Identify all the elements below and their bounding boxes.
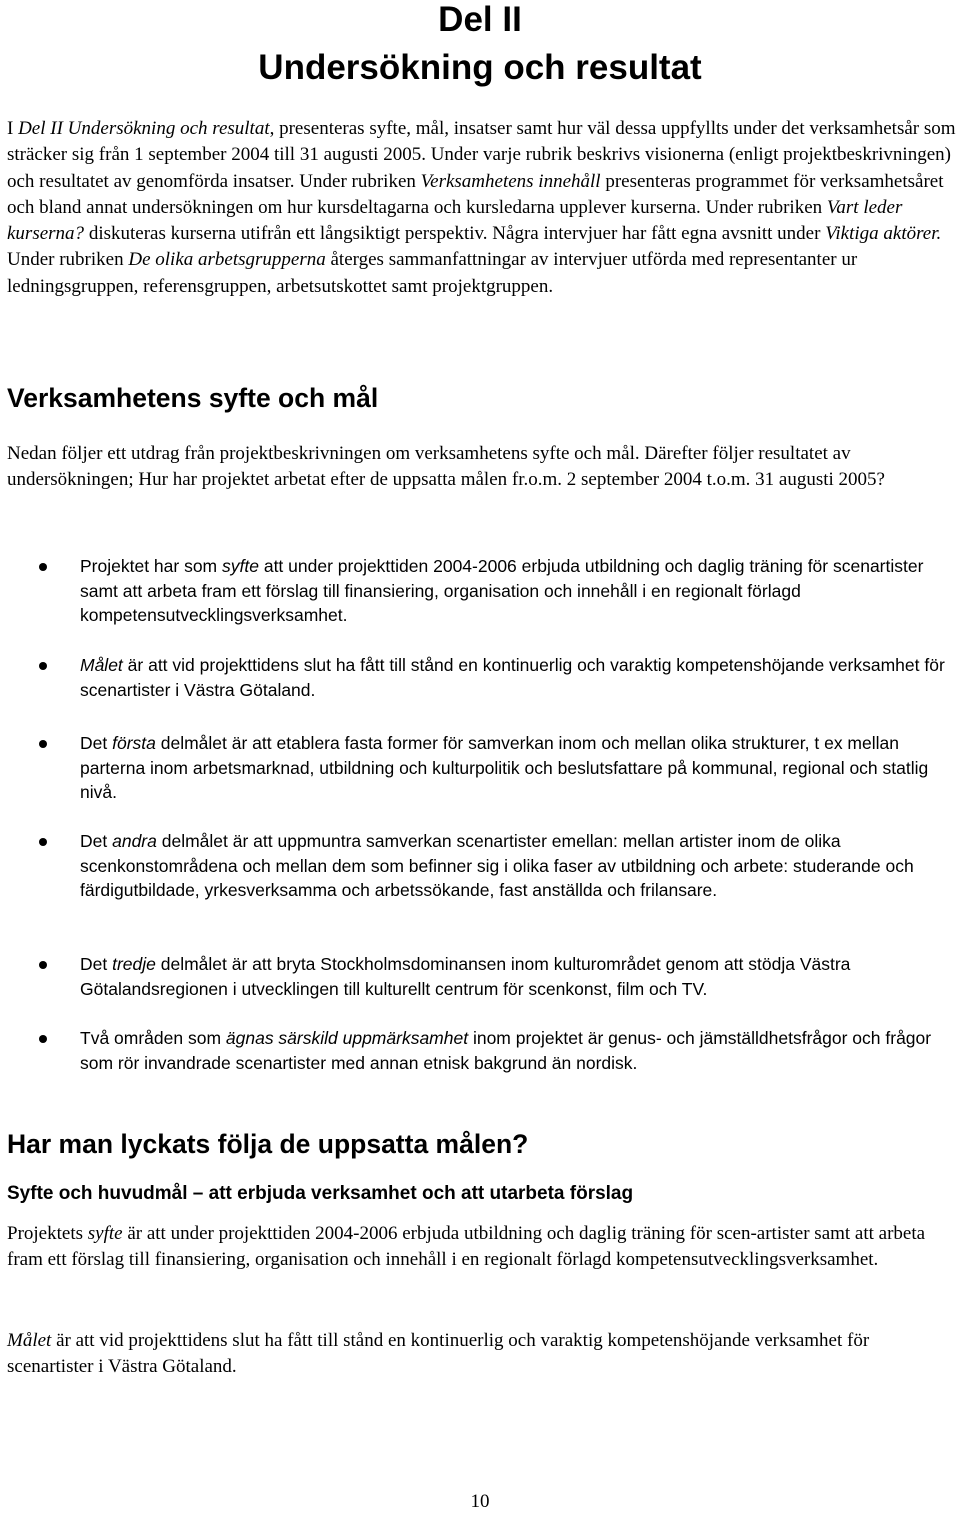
text-run: Projektet har som bbox=[80, 556, 222, 576]
bullet-icon bbox=[39, 838, 47, 846]
italic-run: De olika arbetsgrupperna bbox=[128, 249, 326, 271]
section1-paragraph: Nedan följer ett utdrag från projektbeskrivningen om verksamhetens syfte och mål. Därefter följer resultatet av undersökningen; Hur har projektet arbetat efter de uppsatta målen fr.o.m. 2 september 2004 t.o.m. 31 augusti 2005? bbox=[7, 443, 885, 491]
bullet-text bbox=[80, 653, 960, 702]
page-title-line1: Del II bbox=[438, 0, 522, 39]
page-number: 10 bbox=[470, 1491, 490, 1512]
italic-run: Vart leder kurserna? bbox=[7, 196, 903, 245]
bullet-icon bbox=[39, 662, 47, 670]
text-run: Det bbox=[80, 733, 113, 753]
text-run: är att vid projekttidens slut ha fått till stånd en kontinuerlig och varaktig kompetenshöjande verksamhet för scenartister i Västra Götaland. bbox=[80, 655, 945, 700]
bullet-text bbox=[80, 731, 960, 805]
text-run: , presenteras syfte, mål, insatser samt hur väl dessa uppfyllts under det verksamhetsår som sträcker sig från 1 september 2004 till 31 augusti 2005. Under varje rubrik beskrivs visionerna (enligt projektbeskrivningen) och resultatet av genomförda insatser. Under rubriken bbox=[7, 118, 956, 192]
text-run: delmålet är att bryta Stockholmsdominansen inom kulturområdet genom att stödja Västra Götalandsregionen i utvecklingen till kulturellt centrum för scenkonst, film och TV. bbox=[80, 954, 851, 999]
italic-run: Verksamhetens innehåll bbox=[420, 170, 601, 192]
bullet-text bbox=[80, 554, 960, 628]
subheading-syfte-huvudmal: Syfte och huvudmål – att erbjuda verksamhet och att utarbeta förslag bbox=[7, 1183, 634, 1204]
text-run: Projektets bbox=[7, 1223, 88, 1244]
italic-run: syfte bbox=[87, 1223, 123, 1244]
text-run: att under projekttiden 2004-2006 erbjuda utbildning och daglig träning för scenartister samt att arbeta fram ett förslag till finansiering, organisation och innehåll i en regionalt förlagd kompetensutvecklingsverksamhet. bbox=[80, 556, 924, 625]
italic-run: Viktiga aktörer. bbox=[825, 223, 942, 245]
text-run: delmålet är att uppmuntra samverkan scenartister emellan: mellan artister inom de olika scenkonstområdena och mellan dem som befinner sig i olika faser av utbildning och arbete: studerande och färdigutbildade, yrkesverksamma och arbetssökande, fast anställda och frilansare. bbox=[80, 831, 914, 900]
bullet-text bbox=[80, 829, 960, 903]
text-run: Det bbox=[80, 954, 113, 974]
text-run: Under rubriken bbox=[7, 249, 129, 271]
text-run: återges sammanfattningar av intervjuer utförda med representanter ur ledningsgruppen, referensgruppen, arbetsutskottet samt projektgruppen. bbox=[7, 249, 858, 297]
text-run: delmålet är att etablera fasta former för samverkan inom och mellan olika strukturer, t ex mellan parterna inom arbetsmarknad, utbildning och kulturpolitik och beslutsfattare på kommunal, regional och statlig nivå. bbox=[80, 733, 929, 802]
italic-run: Del II Undersökning och resultat bbox=[18, 118, 270, 139]
italic-run: första bbox=[112, 733, 156, 753]
text-run: inom projektet är genus- och jämställdhetsfrågor och frågor som rör invandrade scenartister med annan etnisk bakgrund än nordisk. bbox=[80, 1028, 932, 1073]
bullet-icon bbox=[39, 563, 47, 571]
page-title-line2: Undersökning och resultat bbox=[258, 48, 702, 87]
text-run: Det bbox=[80, 831, 113, 851]
italic-run: Målet bbox=[80, 655, 123, 675]
italic-run: ägnas särskild uppmärksamhet bbox=[225, 1028, 469, 1048]
italic-run: andra bbox=[112, 831, 157, 851]
text-run: diskuteras kurserna utifrån ett långsiktigt perspektiv. Några intervjuer har fått egna avsnitt under bbox=[84, 223, 826, 245]
italic-run: tredje bbox=[112, 954, 156, 974]
text-run: Två områden som bbox=[80, 1028, 226, 1048]
section2-paragraph-1 bbox=[7, 1221, 957, 1274]
text-run: är att vid projekttidens slut ha fått till stånd en kontinuerlig och varaktig kompetenshöjande verksamhet för scenartister i Västra Götaland. bbox=[7, 1330, 870, 1378]
intro-paragraph bbox=[7, 116, 957, 300]
italic-run: Målet bbox=[7, 1330, 52, 1351]
bullet-text bbox=[80, 1026, 960, 1075]
bullet-icon bbox=[39, 1035, 47, 1043]
section-heading-syfte-mal: Verksamhetens syfte och mål bbox=[7, 383, 379, 413]
section-heading-lyckats: Har man lyckats följa de uppsatta målen? bbox=[7, 1129, 529, 1159]
italic-run: syfte bbox=[222, 556, 259, 576]
bullet-icon bbox=[39, 961, 47, 969]
bullet-text bbox=[80, 952, 960, 1001]
text-run: I bbox=[7, 118, 19, 139]
text-run: presenteras programmet för verksamhetsåret och bland annat undersökningen om hur kursdeltagarna och kursledarna upplever kurserna. Under rubriken bbox=[7, 170, 944, 218]
text-run: är att under projekttiden 2004-2006 erbjuda utbildning och daglig träning för scen-artister samt att arbeta fram ett förslag till finansiering, organisation och innehåll i en regionalt förlagd kompetensutvecklingsverksamhet. bbox=[7, 1223, 926, 1271]
section2-paragraph-2 bbox=[7, 1328, 957, 1381]
bullet-icon bbox=[39, 740, 47, 748]
